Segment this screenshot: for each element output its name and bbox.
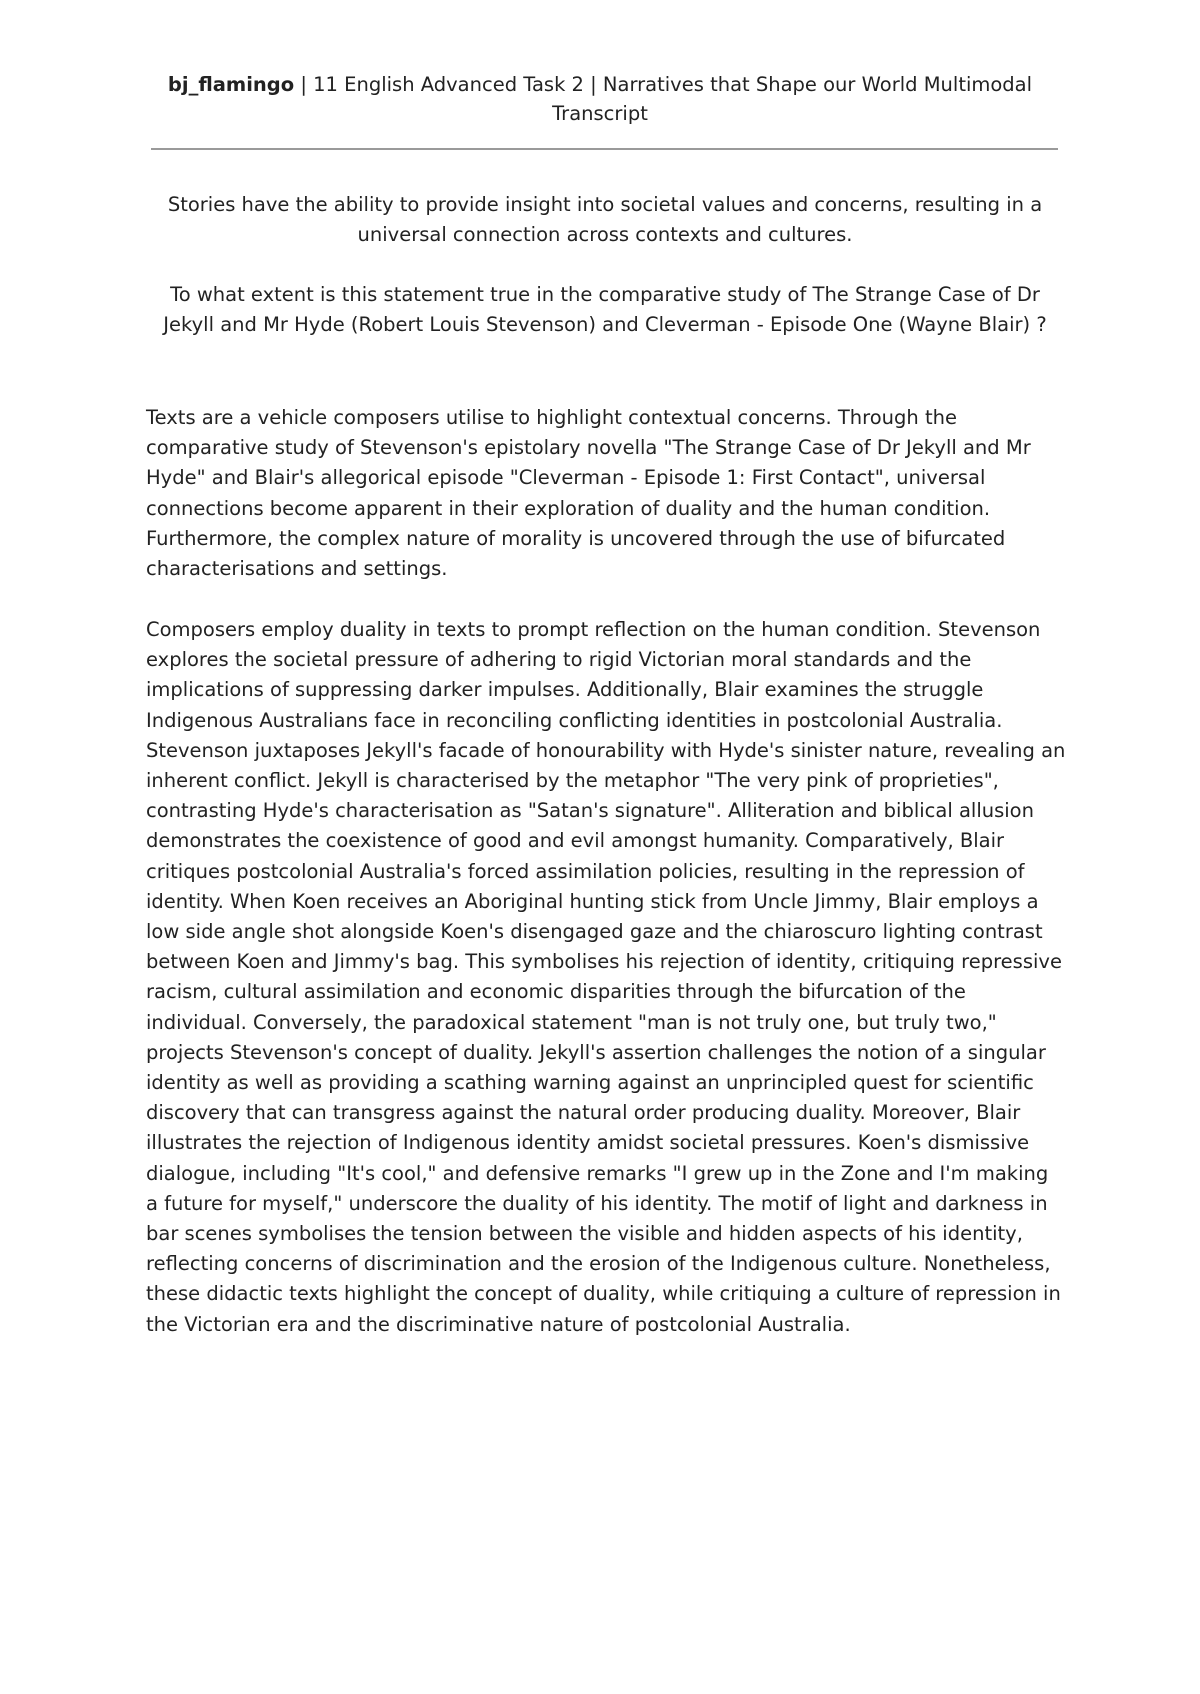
body-paragraph-duality: Composers employ duality in texts to prompt reflection on the human condition. Stevenson explores the societal pressure of adhering to rigid Victorian moral standards and the implications of suppressing darker impulses. Additionally, Blair examines the struggle Indigenous Australians face in reconciling conflicting identities in postcolonial Australia. Stevenson juxtaposes Jekyll's facade of honourability with Hyde's sinister nature, revealing an inherent conflict. Jekyll is characterised by the metaphor "The very pink of proprieties", contrasting Hyde's characterisation as "Satan's signature". Alliteration and biblical allusion demonstrates the coexistence of good and evil amongst humanity. Comparatively, Blair critiques postcolonial Australia's forced assimilation policies, resulting in the repression of identity. When Koen receives an Aboriginal hunting stick from Uncle Jimmy, Blair employs a low side angle shot alongside Koen's disengaged gaze and the chiaroscuro lighting contrast between Koen and Jimmy's bag. This symbolises his rejection of identity, critiquing repressive racism, cultural assimilation and economic disparities through the bifurcation of the individual. Conversely, the paradoxical statement "man is not truly one, but truly two," projects Stevenson's concept of duality. Jekyll's assertion challenges the notion of a singular identity as well as providing a scathing warning against an unprincipled quest for scientific discovery that can transgress against the natural order producing duality. Moreover, Blair illustrates the rejection of Indigenous identity amidst societal pressures. Koen's dismissive dialogue, including "It's cool," and defensive remarks "I grew up in the Zone and I'm making a future for myself," underscore the duality of his identity. The motif of light and darkness in bar scenes symbolises the tension between the visible and hidden aspects of his identity, reflecting concerns of discrimination and the erosion of the Indigenous culture. Nonetheless, these didactic texts highlight the concept of duality, while critiquing a culture of repression in the Victorian era and the discriminative nature of postcolonial Australia. xyxy=(146,618,1066,1336)
body-paragraph-introduction: Texts are a vehicle composers utilise to highlight contextual concerns. Through the comparative study of Stevenson's epistolary novella "The Strange Case of Dr Jekyll and Mr Hyde" and Blair's allegorical episode "Cleverman - Episode 1: First Contact", universal connections become apparent in their exploration of duality and the human condition. Furthermore, the complex nature of morality is uncovered through the use of bifurcated characterisations and settings. xyxy=(146,406,1031,581)
prompt-question: To what extent is this statement true in the comparative study of The Strange Case of Dr Jekyll and Mr Hyde (Robert Louis Stevenson) and Cleverman - Episode One (Wayne Blair) ? xyxy=(163,283,1047,336)
prompt-statement: Stories have the ability to provide insight into societal values and concerns, resulting in a universal connection across contexts and cultures. xyxy=(167,193,1043,246)
header-author: bj_flamingo xyxy=(167,73,295,96)
header-title: | 11 English Advanced Task 2 | Narratives that Shape our World Multimodal Transcript xyxy=(294,73,1033,125)
document-header xyxy=(150,70,1050,128)
header-divider xyxy=(151,148,1058,150)
